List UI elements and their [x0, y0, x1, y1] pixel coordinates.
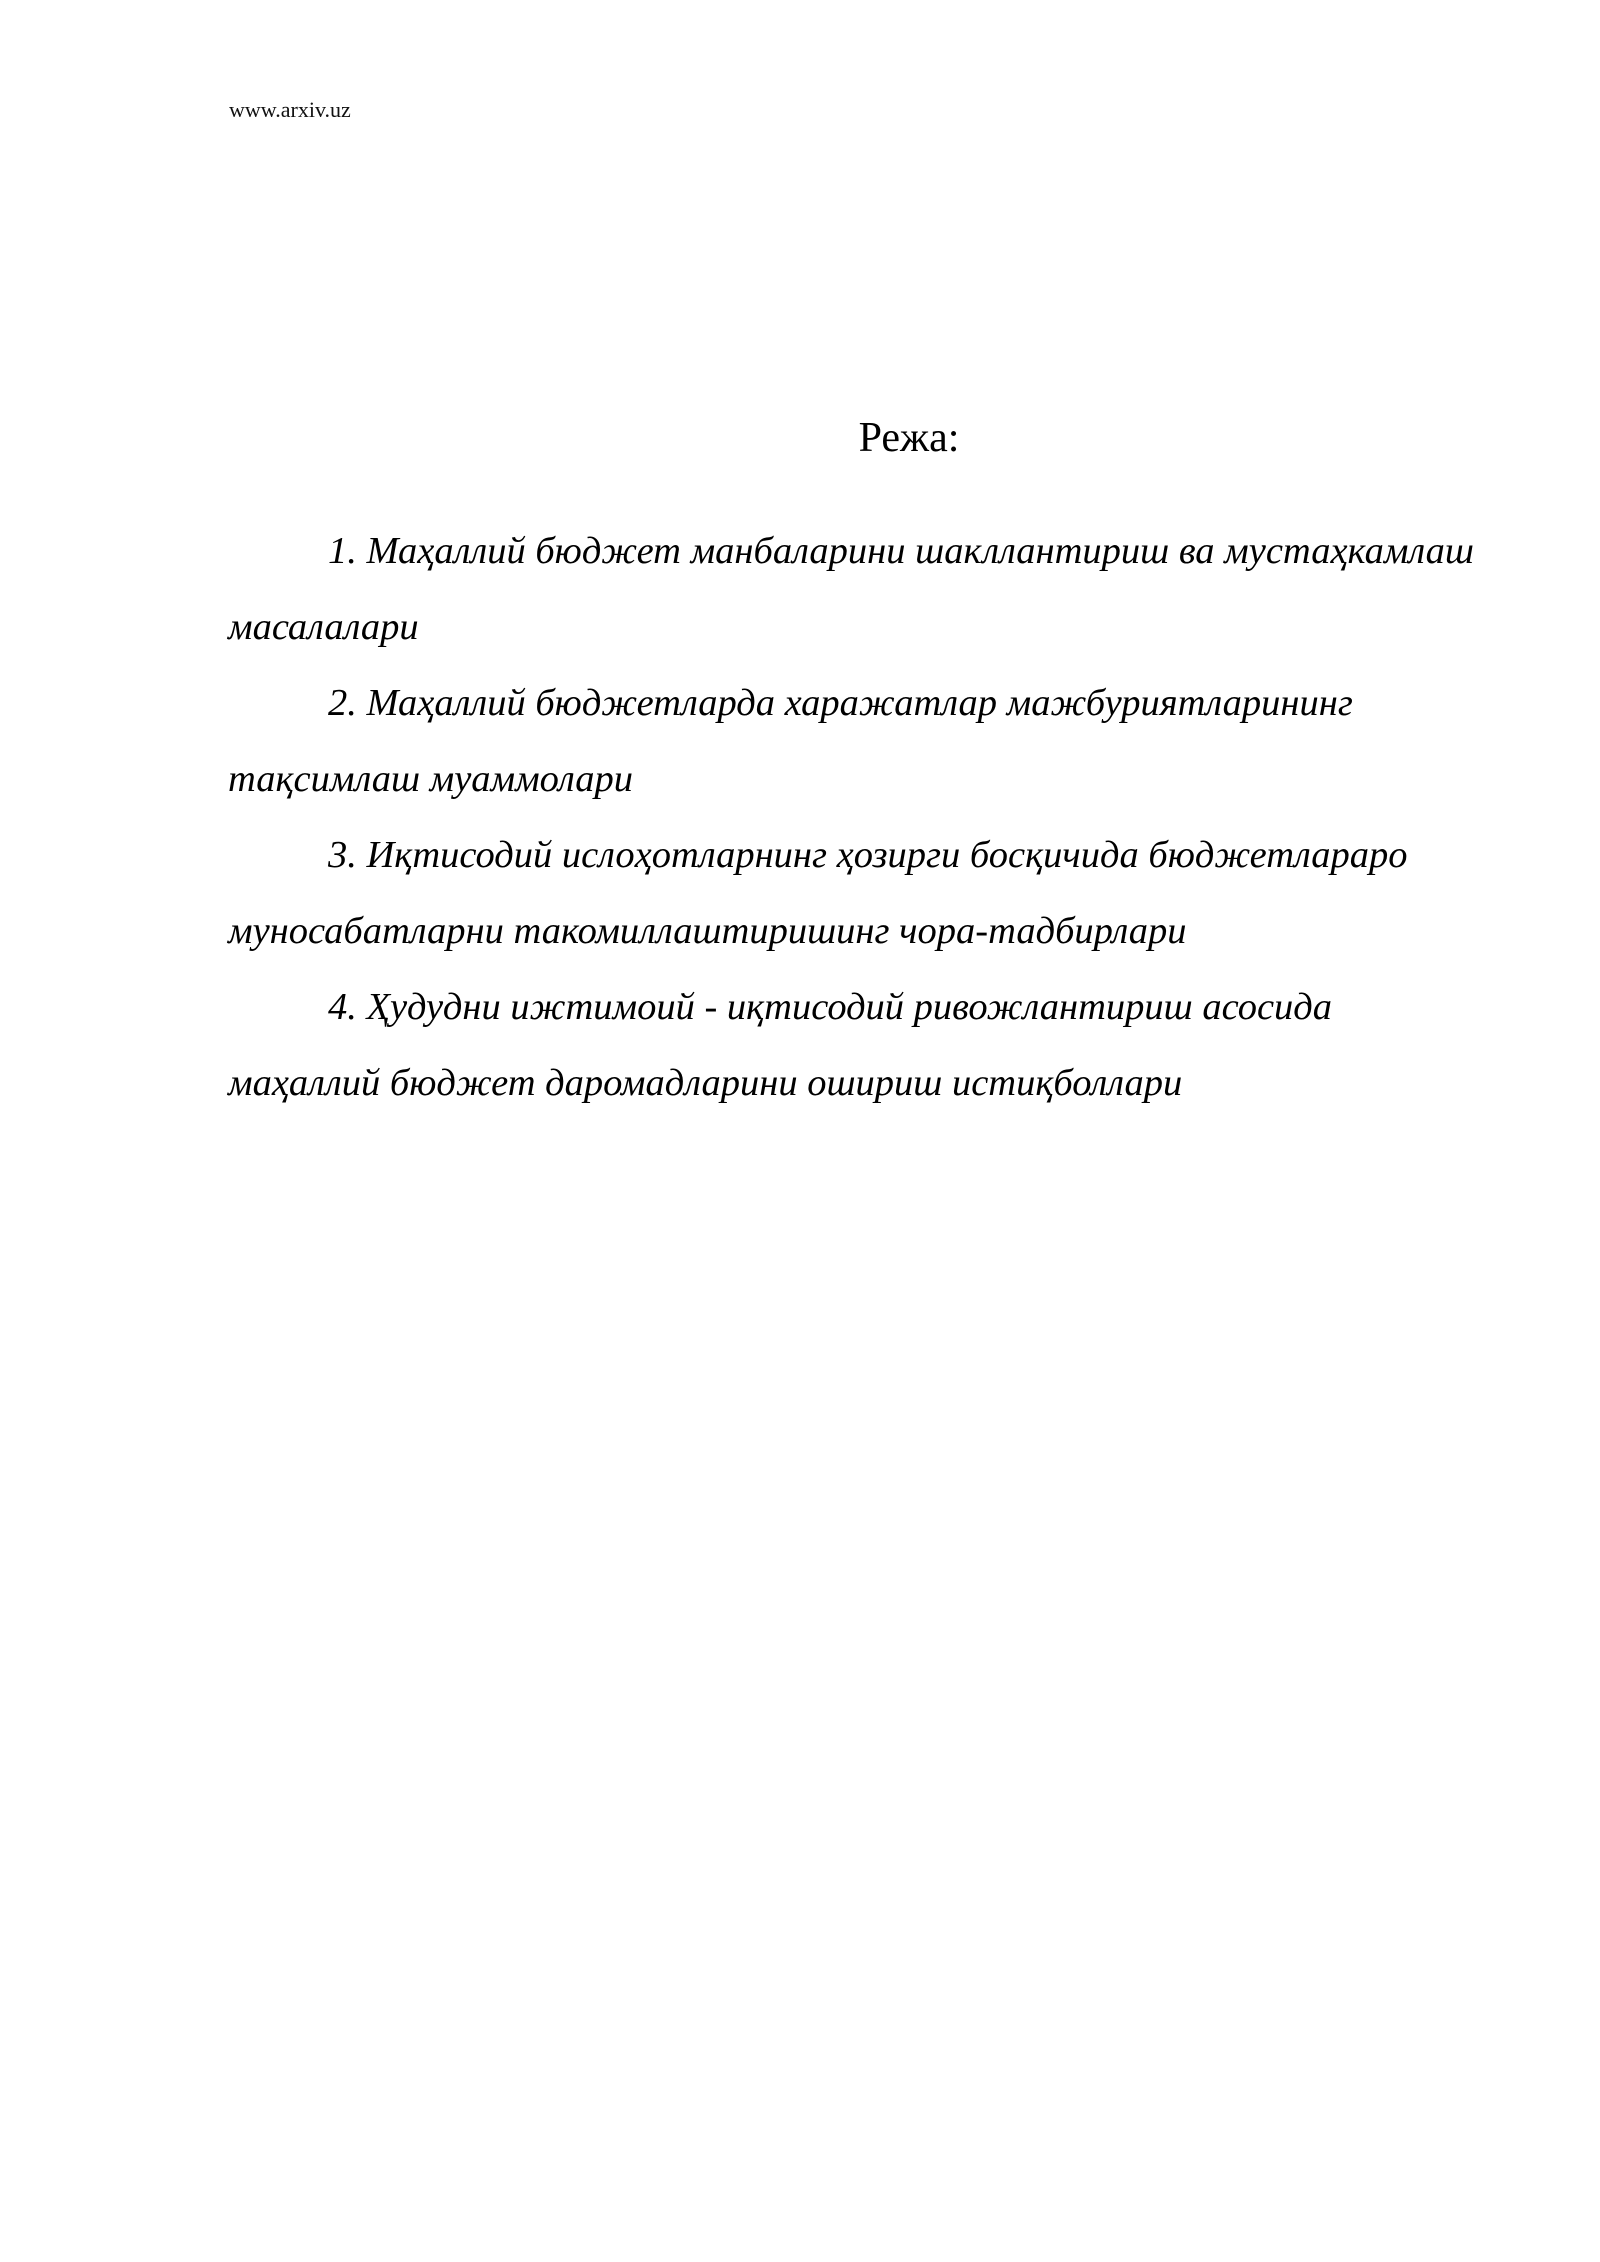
plan-list: [228, 513, 1488, 1121]
plan-item-3: 3. Иқтисодий ислоҳотларнинг ҳозирги босқичида бюджетлараро муносабатларни такомиллаштиришинг чора-тадбирлари: [228, 834, 1408, 952]
plan-item-2: 2. Маҳаллий бюджетларда харажатлар мажбуриятларининг тақсимлаш муаммолари: [228, 682, 1353, 800]
plan-title: Режа:: [858, 415, 960, 461]
site-url-header: www.arxiv.uz: [229, 97, 351, 122]
plan-item-1: 1. Маҳаллий бюджет манбаларини шакллантириш ва мустаҳкамлаш масалалари: [228, 530, 1474, 648]
plan-item-4: 4. Ҳудудни ижтимоий - иқтисодий ривожлантириш асосида маҳаллий бюджет даромадларини ошириш истиқболлари: [228, 986, 1333, 1104]
